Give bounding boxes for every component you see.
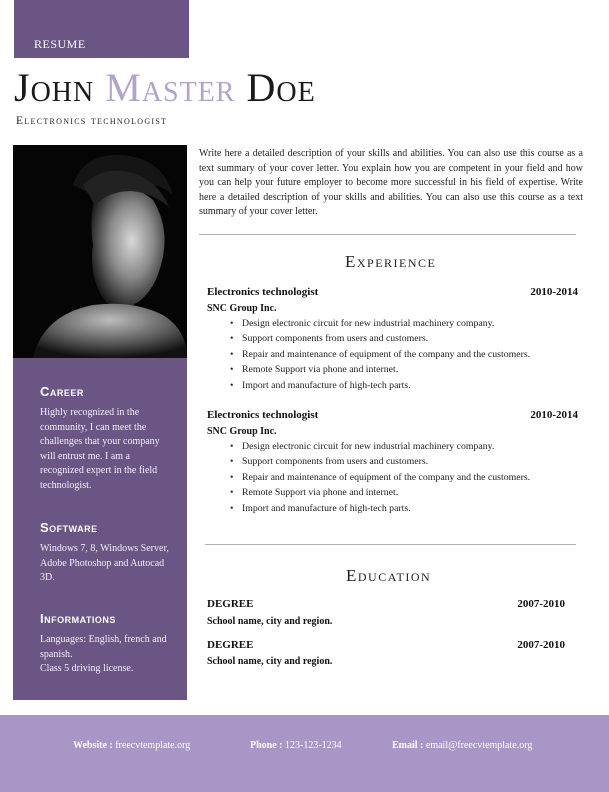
job-2-company: SNC Group Inc. <box>207 426 277 437</box>
footer-website-value[interactable]: freecvtemplate.org <box>115 740 191 751</box>
software-section <box>40 520 175 586</box>
list-item: • Repair and maintenance of equipment of the company and the customers. <box>230 470 530 485</box>
education-1-header <box>207 598 565 610</box>
list-item: • Import and manufacture of high-tech parts. <box>230 501 530 516</box>
job-2-dates: 2010-2014 <box>530 409 578 421</box>
software-heading: Software <box>40 520 98 535</box>
education-2-dates: 2007-2010 <box>517 639 565 651</box>
list-item: • Support components from users and customers. <box>230 331 530 346</box>
divider <box>205 544 576 545</box>
resume-tab-label: RESUME <box>34 37 86 51</box>
footer <box>0 715 609 792</box>
education-2-header <box>207 639 565 651</box>
education-2-degree: DEGREE <box>207 639 254 651</box>
list-item: • Design electronic circuit for new industrial machinery company. <box>230 439 530 454</box>
software-text: Windows 7, 8, Windows Server, Adobe Photoshop and Autocad 3D. <box>40 543 169 584</box>
informations-heading: Informations <box>40 611 116 626</box>
profile-silhouette-icon <box>13 145 187 358</box>
profile-photo <box>13 145 187 358</box>
job-2-role: Electronics technologist <box>207 409 319 421</box>
education-1-dates: 2007-2010 <box>517 598 565 610</box>
footer-phone-label: Phone : <box>250 740 283 751</box>
resume-tab <box>14 0 189 58</box>
name-first: John <box>14 65 95 110</box>
job-2-duties <box>230 439 530 516</box>
divider <box>199 234 576 235</box>
education-1-degree: DEGREE <box>207 598 254 610</box>
career-section <box>40 384 175 494</box>
list-item: • Repair and maintenance of equipment of the company and the customers. <box>230 347 530 362</box>
footer-phone <box>250 740 342 751</box>
education-2-school: School name, city and region. <box>207 656 333 667</box>
footer-website <box>73 740 190 751</box>
education-heading: Education <box>346 566 432 585</box>
career-heading: Career <box>40 384 84 399</box>
list-item: • Remote Support via phone and internet. <box>230 485 530 500</box>
footer-email-label: Email : <box>392 740 424 751</box>
footer-email-value[interactable]: email@freecvtemplate.org <box>425 740 533 751</box>
job-1-duties <box>230 316 530 393</box>
list-item: • Support components from users and customers. <box>230 454 530 469</box>
job-1-company: SNC Group Inc. <box>207 303 277 314</box>
job-1-header <box>207 286 578 298</box>
job-2-header <box>207 409 578 421</box>
education-1-school: School name, city and region. <box>207 616 333 627</box>
list-item: • Design electronic circuit for new industrial machinery company. <box>230 316 530 331</box>
list-item: • Import and manufacture of high-tech parts. <box>230 378 530 393</box>
name-middle: Master <box>105 65 236 110</box>
job-1-dates: 2010-2014 <box>530 286 578 298</box>
sidebar <box>13 358 187 700</box>
experience-heading: Experience <box>345 252 437 271</box>
informations-languages: Languages: English, french and spanish. <box>40 634 167 660</box>
candidate-name <box>14 64 316 112</box>
summary-text: Write here a detailed description of your skills and abilities. You can also use this course as a text summary of your cover letter. You explain how you are competent in your field and how you can help your future employer to become more successful in his field of expertise. Write here a detailed description of your skills and abilities. You can also use this course as a text summary of your cover letter. <box>199 148 583 217</box>
informations-section <box>40 611 175 677</box>
footer-website-label: Website : <box>73 740 113 751</box>
job-1-role: Electronics technologist <box>207 286 319 298</box>
career-text: Highly recognized in the community, I can meet the challenges that your company will entrust me. I am a recognized expert in the field technologist. <box>40 407 160 491</box>
informations-text <box>40 633 175 677</box>
footer-email <box>392 740 532 751</box>
footer-phone-value[interactable]: 123-123-1234 <box>285 740 342 751</box>
name-last: Doe <box>246 65 316 110</box>
list-item: • Remote Support via phone and internet. <box>230 362 530 377</box>
informations-license: Class 5 driving license. <box>40 663 134 675</box>
job-title: Electronics technologist <box>16 115 168 127</box>
